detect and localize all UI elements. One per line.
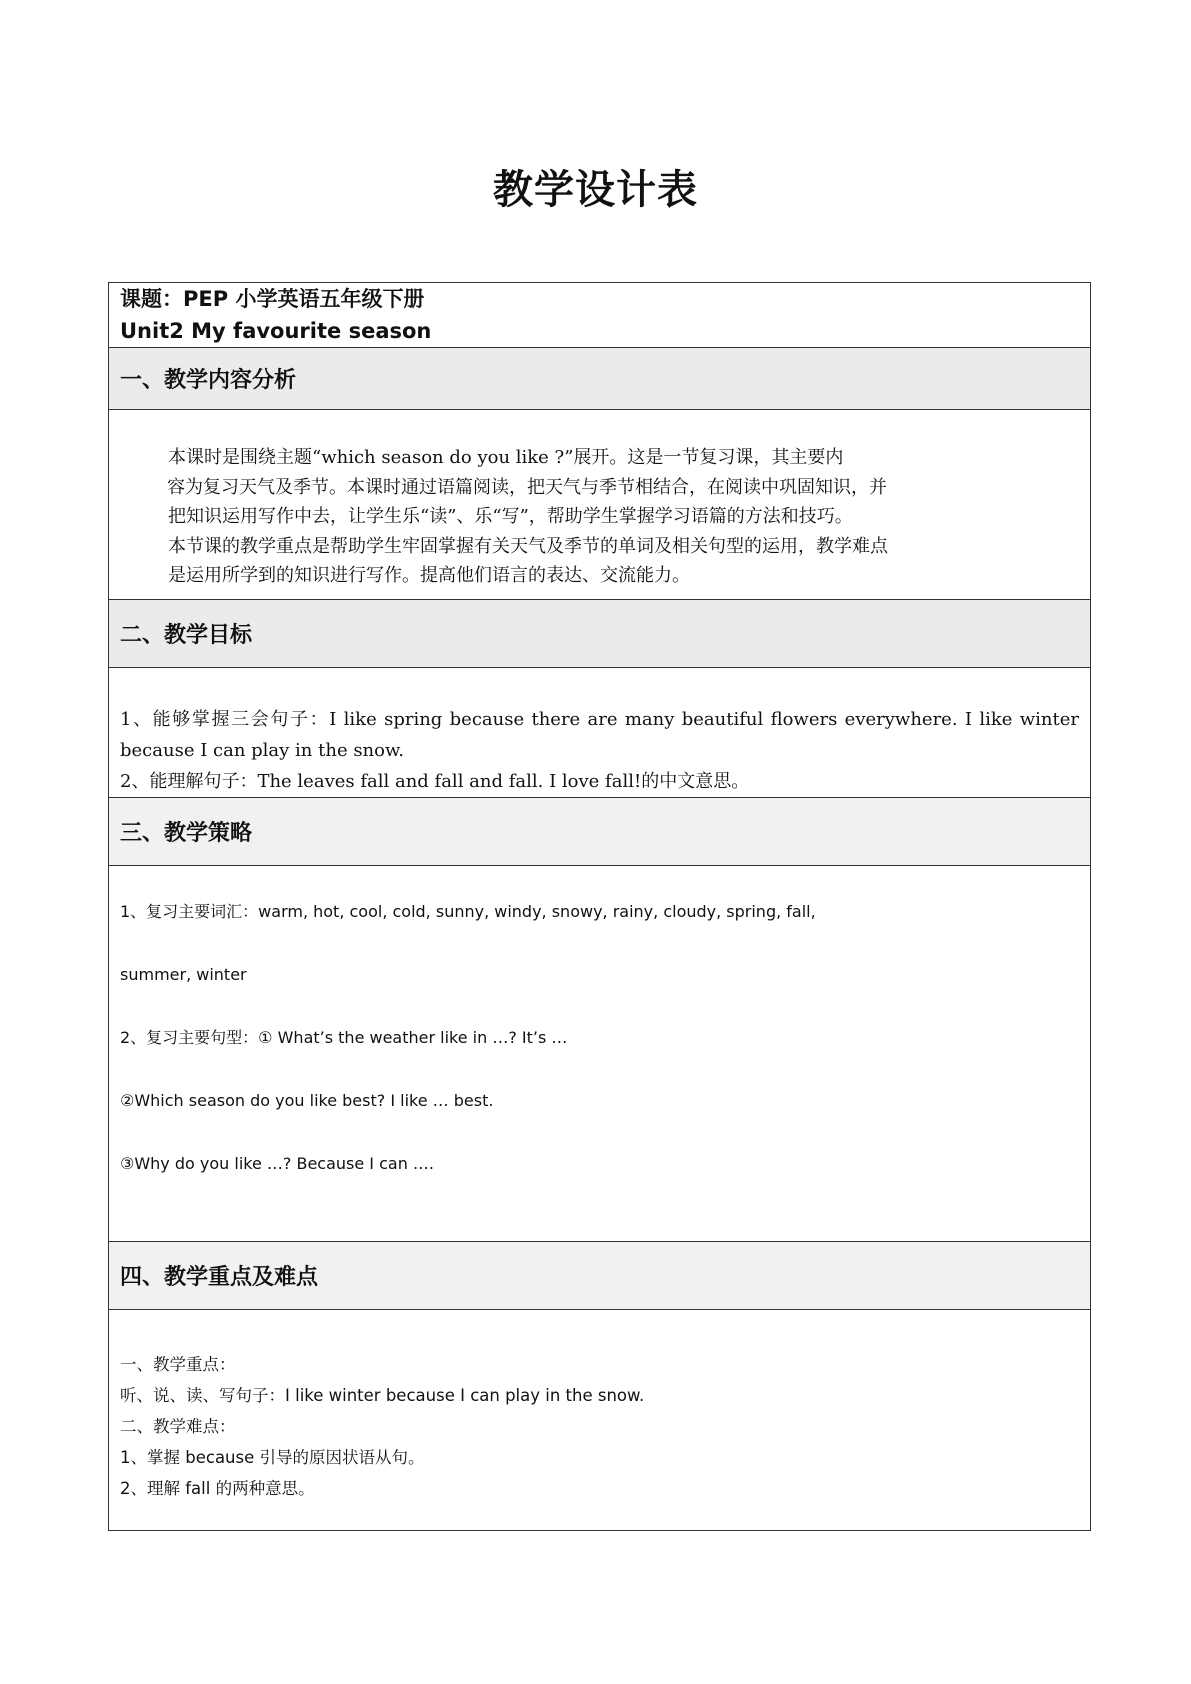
- section-header-strategy: [109, 798, 1091, 866]
- section-header-key-points: [109, 1242, 1091, 1310]
- objective-item: 2、能理解句子：The leaves fall and fall and fall. I love fall!的中文意思。: [120, 771, 750, 792]
- key-point-line: 二、教学难点：: [120, 1417, 236, 1436]
- key-point-line: 一、教学重点：: [120, 1355, 236, 1374]
- key-point-line: 听、说、读、写句子：I like winter because I can play in the snow.: [120, 1386, 645, 1405]
- document-title: 教学设计表: [493, 167, 698, 213]
- strategy-line: 2、复习主要句型：① What’s the weather like in …? It’s …: [120, 1028, 568, 1047]
- strategy-line: ③Why do you like …? Because I can ….: [120, 1154, 435, 1173]
- strategy-row: [109, 866, 1091, 1242]
- topic-line-1: 课题：PEP 小学英语五年级下册: [120, 287, 425, 311]
- section-heading: 三、教学策略: [109, 798, 1091, 866]
- key-points-body: [109, 1310, 1091, 1531]
- key-point-line: 1、掌握 because 引导的原因状语从句。: [120, 1448, 425, 1467]
- analysis-line: 把知识运用写作中去，让学生乐“读”、乐“写”，帮助学生掌握学习语篇的方法和技巧。: [168, 506, 853, 527]
- analysis-line: 是运用所学到的知识进行写作。提高他们语言的表达、交流能力。: [168, 565, 690, 586]
- content-analysis-row: [109, 410, 1091, 600]
- analysis-line: 本课时是围绕主题“which season do you like ?”展开。这是一节复习课，其主要内: [168, 447, 844, 468]
- analysis-line: 本节课的教学重点是帮助学生牢固掌握有关天气及季节的单词及相关句型的运用，教学难点: [168, 535, 888, 557]
- section-heading: 二、教学目标: [109, 600, 1091, 668]
- section-header-content-analysis: [109, 348, 1091, 410]
- section-heading: 四、教学重点及难点: [109, 1242, 1091, 1310]
- strategy-line: ②Which season do you like best? I like … best.: [120, 1091, 494, 1110]
- topic-row: [109, 283, 1091, 348]
- content-analysis-body: [109, 410, 1091, 600]
- topic-cell: [109, 283, 1091, 348]
- key-points-row: [109, 1310, 1091, 1531]
- analysis-line: 容为复习天气及季节。本课时通过语篇阅读，把天气与季节相结合，在阅读中巩固知识，并: [167, 476, 887, 498]
- strategy-body: [109, 866, 1091, 1242]
- section-heading: 一、教学内容分析: [109, 348, 1091, 410]
- lesson-design-table: [108, 282, 1091, 1531]
- section-header-objectives: [109, 600, 1091, 668]
- objective-item: 1、能够掌握三会句子：I like spring because there are many beautiful flowers everywhere. I like winter because I can play in the snow.: [120, 709, 1079, 761]
- strategy-line: 1、复习主要词汇：warm, hot, cool, cold, sunny, windy, snowy, rainy, cloudy, spring, fall,: [120, 902, 816, 921]
- objectives-body: [109, 668, 1091, 798]
- strategy-line: summer, winter: [120, 965, 247, 984]
- objectives-row: [109, 668, 1091, 798]
- key-point-line: 2、理解 fall 的两种意思。: [120, 1479, 315, 1498]
- topic-line-2: Unit2 My favourite season: [120, 319, 432, 343]
